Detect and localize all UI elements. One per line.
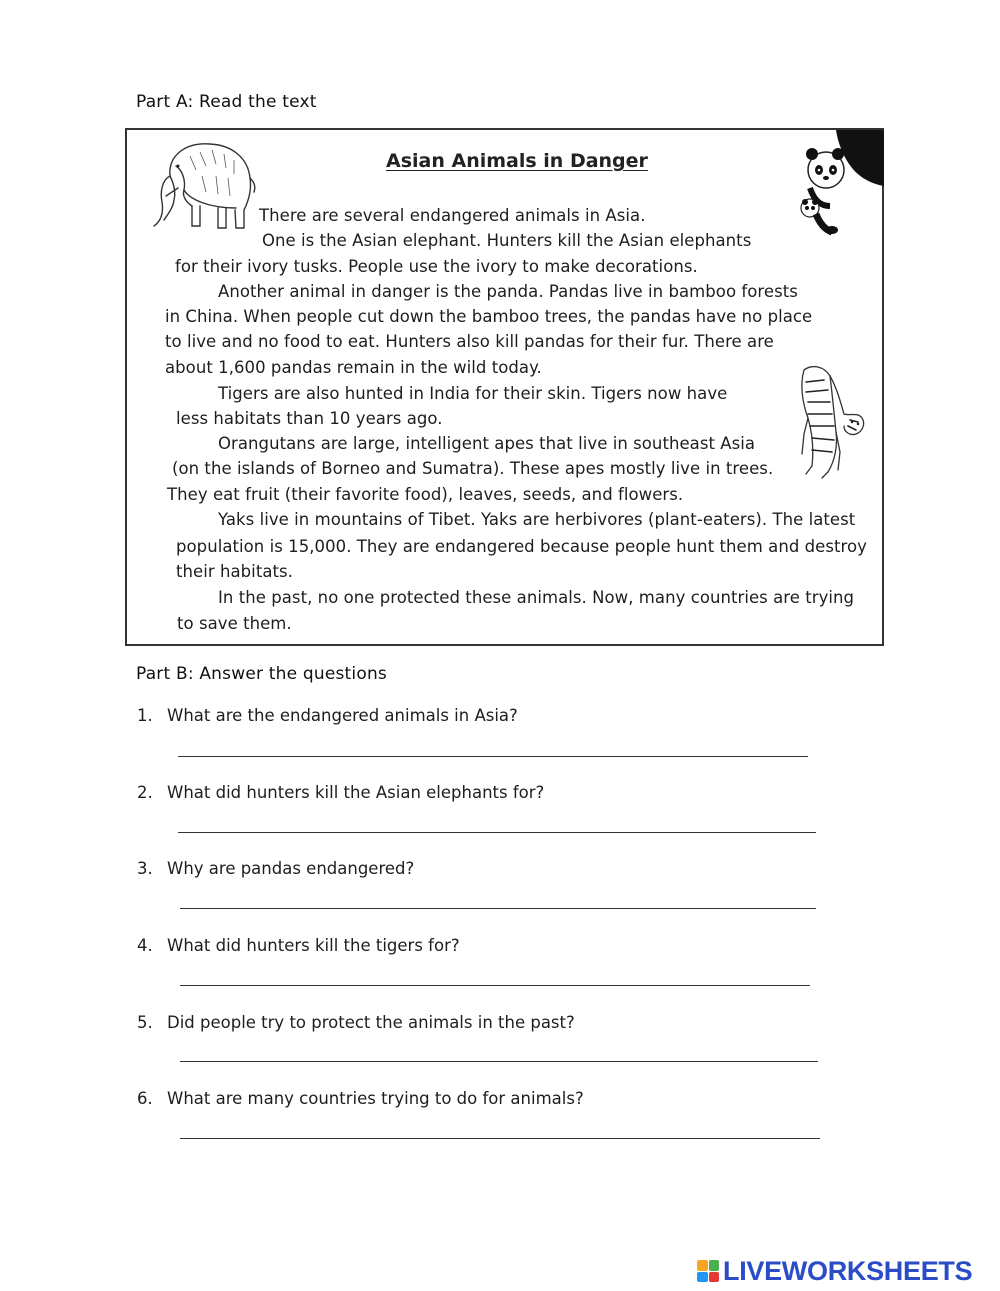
question-number: 6. xyxy=(137,1089,153,1108)
passage-line: in China. When people cut down the bamboo trees, the pandas have no place xyxy=(165,307,813,326)
passage-line: Yaks live in mountains of Tibet. Yaks are herbivores (plant-eaters). The latest xyxy=(218,510,856,529)
passage-line: Orangutans are large, intelligent apes that live in southeast Asia xyxy=(218,434,756,453)
logo-mark-square xyxy=(709,1272,720,1283)
panda-illustration xyxy=(796,130,884,238)
answer-line-3[interactable] xyxy=(180,908,816,909)
question-1 xyxy=(137,706,518,725)
question-number: 2. xyxy=(137,783,153,802)
question-text: Why are pandas endangered? xyxy=(167,859,415,878)
logo-mark-icon xyxy=(697,1260,719,1282)
question-text: Did people try to protect the animals in the past? xyxy=(167,1013,575,1032)
elephant-illustration xyxy=(140,136,260,236)
passage-line: for their ivory tusks. People use the ivory to make decorations. xyxy=(175,257,698,276)
question-number: 1. xyxy=(137,706,153,725)
part-b-heading: Part B: Answer the questions xyxy=(136,664,387,684)
passage-line: about 1,600 pandas remain in the wild today. xyxy=(165,358,542,377)
passage-line: their habitats. xyxy=(176,562,293,581)
logo-text: LIVEWORKSHEETS xyxy=(723,1255,973,1286)
question-2 xyxy=(137,783,544,802)
passage-line: less habitats than 10 years ago. xyxy=(176,409,443,428)
question-text: What are the endangered animals in Asia? xyxy=(167,706,518,725)
passage-line: Another animal in danger is the panda. Pandas live in bamboo forests xyxy=(218,282,798,301)
passage-line: Tigers are also hunted in India for their skin. Tigers now have xyxy=(218,384,728,403)
question-number: 3. xyxy=(137,859,153,878)
liveworksheets-logo[interactable] xyxy=(697,1257,972,1285)
question-number: 5. xyxy=(137,1013,153,1032)
question-5 xyxy=(137,1013,575,1032)
question-text: What are many countries trying to do for animals? xyxy=(167,1089,584,1108)
passage-line: One is the Asian elephant. Hunters kill the Asian elephants xyxy=(262,231,752,250)
tiger-illustration xyxy=(794,362,872,480)
answer-line-6[interactable] xyxy=(180,1138,820,1139)
passage-line: to live and no food to eat. Hunters also kill pandas for their fur. There are xyxy=(165,332,774,351)
passage-line: In the past, no one protected these animals. Now, many countries are trying xyxy=(218,588,855,607)
question-3 xyxy=(137,859,414,878)
question-text: What did hunters kill the tigers for? xyxy=(167,936,460,955)
answer-line-5[interactable] xyxy=(180,1061,818,1062)
passage-title: Asian Animals in Danger xyxy=(386,150,648,172)
answer-line-1[interactable] xyxy=(178,756,808,757)
answer-line-2[interactable] xyxy=(178,832,816,833)
passage-line: They eat fruit (their favorite food), leaves, seeds, and flowers. xyxy=(167,485,684,504)
logo-mark-square xyxy=(709,1260,720,1271)
logo-mark-square xyxy=(697,1260,708,1271)
question-number: 4. xyxy=(137,936,153,955)
question-4 xyxy=(137,936,460,955)
passage-line: (on the islands of Borneo and Sumatra). These apes mostly live in trees. xyxy=(172,459,774,478)
logo-mark-square xyxy=(697,1272,708,1283)
question-6 xyxy=(137,1089,584,1108)
passage-line: population is 15,000. They are endangered because people hunt them and destroy xyxy=(176,537,867,556)
part-a-heading: Part A: Read the text xyxy=(136,92,317,112)
question-text: What did hunters kill the Asian elephants for? xyxy=(167,783,545,802)
answer-line-4[interactable] xyxy=(180,985,810,986)
passage-line: There are several endangered animals in Asia. xyxy=(259,206,646,225)
passage-line: to save them. xyxy=(177,614,292,633)
